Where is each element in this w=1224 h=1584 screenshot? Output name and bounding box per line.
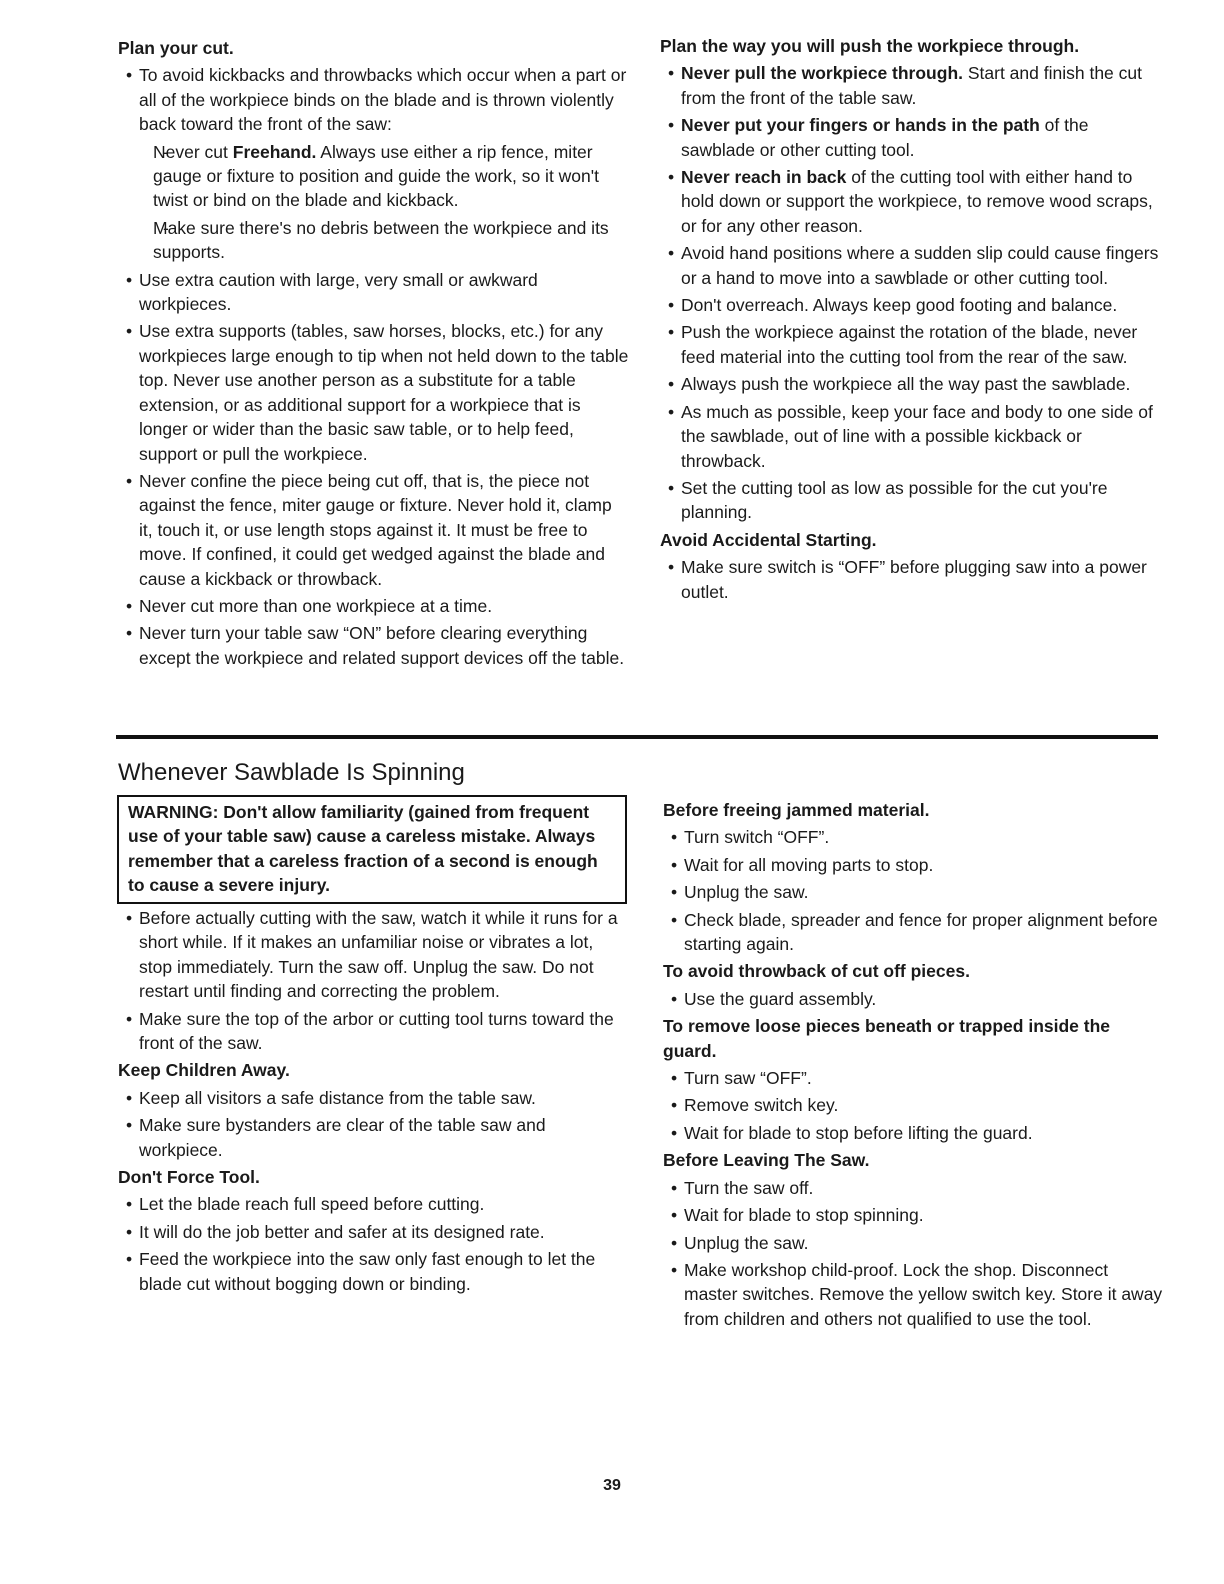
before-leaving-heading: Before Leaving The Saw.: [663, 1150, 870, 1171]
list-item: • Make sure switch is “OFF” before plugging saw into a power outlet.: [660, 555, 1162, 604]
list-item: • As much as possible, keep your face and body to one side of the sawblade, out of line with a possible kickback or throwback.: [660, 400, 1162, 473]
children-list: [118, 1086, 630, 1162]
list-item: • Turn the saw off.: [663, 1176, 1163, 1200]
kickback-intro-text: To avoid kickbacks and throwbacks which occur when a part or all of the workpiece binds on the blade and is thrown violently back toward the front of the saw:: [139, 65, 627, 135]
accidental-starting-list: [660, 555, 1162, 604]
list-item: • Don't overreach. Always keep good footing and balance.: [660, 293, 1162, 317]
debris-text: Make sure there's no debris between the workpiece and its supports.: [153, 217, 609, 263]
list-item: • Use extra caution with large, very small or awkward workpieces.: [118, 268, 630, 317]
list-item: • Make sure bystanders are clear of the table saw and workpiece.: [118, 1113, 630, 1162]
list-item: [118, 63, 630, 264]
list-item: [660, 61, 1162, 110]
warning-box: [117, 795, 627, 904]
warning-text: WARNING: Don't allow familiarity (gained from frequent use of your table saw) cause a careless mistake. Always remember that a careless fraction of a second is enough to cause a severe injury.: [128, 802, 598, 896]
throwback-heading: To avoid throwback of cut off pieces.: [663, 961, 970, 982]
list-item: [660, 113, 1162, 162]
list-item: • Keep all visitors a safe distance from the table saw.: [118, 1086, 630, 1110]
avoid-accidental-starting-heading: Avoid Accidental Starting.: [660, 529, 877, 550]
section-divider: [116, 735, 1158, 739]
list-item: • Always push the workpiece all the way past the sawblade.: [660, 372, 1162, 396]
push-workpiece-list: [660, 61, 1162, 524]
list-item: • Turn saw “OFF”.: [663, 1066, 1163, 1090]
never-put-fingers-text: of the sawblade or other cutting tool.: [681, 115, 1089, 160]
list-item: • Wait for all moving parts to stop.: [663, 853, 1163, 877]
list-item: [660, 165, 1162, 238]
top-right-column: [660, 32, 1162, 607]
list-item: • Wait for blade to stop spinning.: [663, 1203, 1163, 1227]
list-item: • Avoid hand positions where a sudden slip could cause fingers or a hand to move into a sawblade or other cutting tool.: [660, 241, 1162, 290]
bottom-left-column: [118, 906, 630, 1299]
keep-children-away-heading: Keep Children Away.: [118, 1060, 290, 1081]
section-title: Whenever Sawblade Is Spinning: [118, 759, 465, 786]
list-item: • Make workshop child-proof. Lock the shop. Disconnect master switches. Remove the yellow switch key. Store it away from children and others not qualified to use the tool.: [663, 1258, 1163, 1331]
never-pull-text: Start and finish the cut from the front of the table saw.: [681, 63, 1142, 108]
jammed-material-heading: Before freeing jammed material.: [663, 800, 930, 820]
bottom-right-column: [663, 796, 1163, 1334]
loose-pieces-heading: To remove loose pieces beneath or trapped inside the guard.: [663, 1016, 1111, 1061]
page-number: 39: [603, 1477, 621, 1494]
dont-force-tool-heading: Don't Force Tool.: [118, 1167, 260, 1188]
list-item: • Remove switch key.: [663, 1093, 1163, 1117]
list-item: • Never confine the piece being cut off, that is, the piece not against the fence, miter gauge or fixture. Never hold it, clamp it, touch it, or use length stops against it. It must be free to move. If confined, it could get wedged against the blade and cause a kickback or throwback.: [118, 469, 630, 591]
list-item: • Push the workpiece against the rotation of the blade, never feed material into the cutting tool from the rear of the saw.: [660, 320, 1162, 369]
list-item: • Feed the workpiece into the saw only fast enough to let the blade cut without bogging down or binding.: [118, 1247, 630, 1296]
kickback-sublist: [139, 140, 630, 265]
freehand-pre: Never cut: [153, 141, 233, 162]
plan-your-cut-list: [118, 63, 630, 670]
list-item: • Unplug the saw.: [663, 1231, 1163, 1255]
list-item: • Unplug the saw.: [663, 880, 1163, 904]
list-item: • Never cut more than one workpiece at a time.: [118, 594, 630, 618]
loose-pieces-list: [663, 1066, 1163, 1145]
throwback-list: [663, 987, 1163, 1011]
freehand-bold: Freehand.: [232, 141, 317, 162]
never-put-fingers-bold: Never put your fingers or hands in the path: [681, 115, 1040, 136]
list-item: • Turn switch “OFF”.: [663, 825, 1163, 849]
list-item: [139, 216, 630, 265]
list-item: • Wait for blade to stop before lifting the guard.: [663, 1121, 1163, 1145]
push-workpiece-heading: Plan the way you will push the workpiece through.: [660, 36, 1080, 56]
list-item: • Let the blade reach full speed before cutting.: [118, 1192, 630, 1216]
list-item: • It will do the job better and safer at its designed rate.: [118, 1220, 630, 1244]
freehand-post: Always use either a rip fence, miter gauge or fixture to position and guide the work, so it won't twist or bind on the blade and kickback.: [153, 141, 599, 211]
list-item: • Use extra supports (tables, saw horses, blocks, etc.) for any workpieces large enough to tip when not held down to the table top. Never use another person as a substitute for a table extension, or as additional support for a workpiece that is longer or wider than the basic saw table, or to help feed, support or pull the workpiece.: [118, 319, 630, 465]
jammed-material-list: [663, 825, 1163, 956]
list-item: • Check blade, spreader and fence for proper alignment before starting again.: [663, 908, 1163, 957]
never-reach-text: of the cutting tool with either hand to hold down or support the workpiece, to remove wood scraps, or for any other reason.: [681, 167, 1153, 236]
list-item: [139, 140, 630, 213]
force-tool-list: [118, 1192, 630, 1296]
plan-your-cut-heading: Plan your cut.: [118, 38, 234, 58]
before-leaving-list: [663, 1176, 1163, 1331]
spinning-list: [118, 906, 630, 1055]
never-pull-bold: Never pull the workpiece through.: [681, 63, 963, 84]
list-item: • Use the guard assembly.: [663, 987, 1163, 1011]
list-item: • Before actually cutting with the saw, watch it while it runs for a short while. If it makes an unfamiliar noise or vibrates a lot, stop immediately. Turn the saw off. Unplug the saw. Do not restart until finding and correcting the problem.: [118, 906, 630, 1004]
list-item: • Make sure the top of the arbor or cutting tool turns toward the front of the saw.: [118, 1007, 630, 1056]
list-item: • Set the cutting tool as low as possible for the cut you're planning.: [660, 476, 1162, 525]
top-left-column: [118, 34, 630, 673]
list-item: • Never turn your table saw “ON” before clearing everything except the workpiece and related support devices off the table.: [118, 621, 630, 670]
never-reach-bold: Never reach in back: [681, 167, 847, 188]
